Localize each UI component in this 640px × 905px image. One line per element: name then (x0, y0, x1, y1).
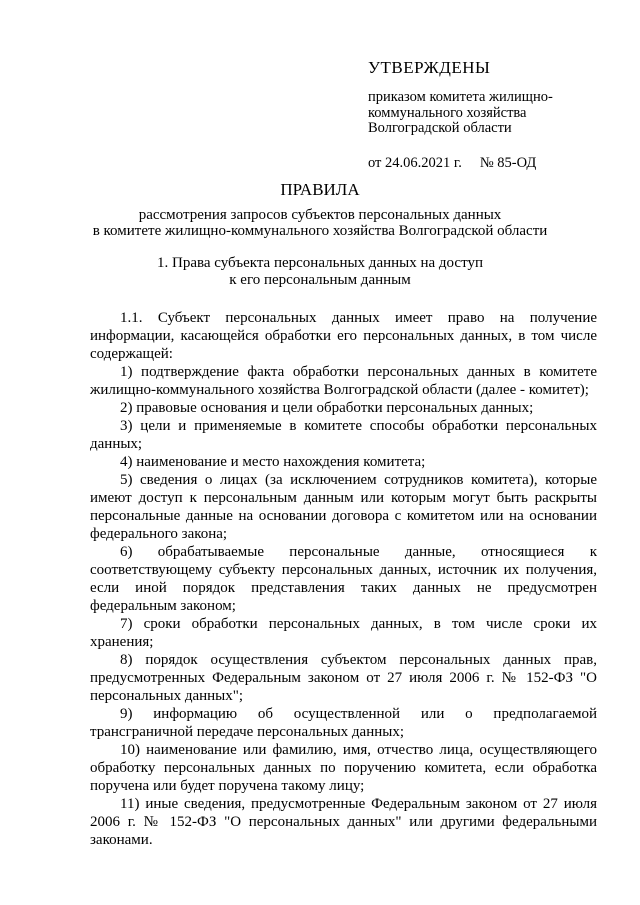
document-subtitle (60, 207, 580, 239)
paragraph: 3) цели и применяемые в комитете способы обработки персональных данных; (90, 418, 597, 452)
section-heading-line: к его персональным данным (229, 272, 411, 288)
subtitle-line: рассмотрения запросов субъектов персональных данных (138, 207, 502, 223)
paragraph: 4) наименование и место нахождения комитета; (120, 454, 426, 470)
approval-title: УТВЕРЖДЕНЫ (368, 58, 491, 77)
section-heading (60, 255, 580, 289)
paragraph: 6) обрабатываемые персональные данные, относящиеся к соответствующему субъекту персональных данных, источник их получения, если иной порядок представления таких данных не предусмотрен федеральным законом; (90, 544, 597, 614)
paragraph: 8) порядок осуществления субъектом персональных данных прав, предусмотренных Федеральным законом от 27 июля 2006 г. № 152-ФЗ "О персональных данных"; (90, 652, 597, 704)
paragraph: 1) подтверждение факта обработки персональных данных в комитете жилищно-коммунального хозяйства Волгоградской области (далее - комитет); (90, 364, 597, 398)
document-title: ПРАВИЛА (280, 180, 360, 199)
document-body (90, 309, 597, 849)
paragraph: 5) сведения о лицах (за исключением сотрудников комитета), которые имеют доступ к персональным данным или которым могут быть раскрыты персональные данные на основании договора с комитетом или на основании федерального закона; (90, 472, 597, 542)
order-number: № 85-ОД (479, 154, 537, 171)
approval-line: приказом комитета жилищно- (368, 89, 553, 105)
approval-line: коммунального хозяйства (368, 104, 527, 121)
section-heading-line: 1. Права субъекта персональных данных на доступ (157, 255, 483, 271)
paragraph: 7) сроки обработки персональных данных, в том числе сроки их хранения; (90, 616, 597, 650)
paragraph: 10) наименование или фамилию, имя, отчество лица, осуществляющего обработку персональных данных по поручению комитета, если обработка поручена или будет поручена такому лицу; (90, 742, 597, 794)
paragraph: 11) иные сведения, предусмотренные Федеральным законом от 27 июля 2006 г. № 152-ФЗ "О персональных данных" или другими федеральными законами. (90, 796, 597, 848)
approval-block (368, 58, 618, 172)
paragraph: 1.1. Субъект персональных данных имеет право на получение информации, касающейся обработки его персональных данных, в том числе содержащей: (90, 310, 597, 362)
order-date: от 24.06.2021 г. (368, 154, 462, 171)
approval-body (368, 90, 618, 137)
subtitle-line: в комитете жилищно-коммунального хозяйства Волгоградской области (92, 223, 548, 239)
approval-line: Волгоградской области (368, 120, 512, 136)
paragraph: 2) правовые основания и цели обработки персональных данных; (120, 400, 534, 416)
order-reference (368, 154, 618, 172)
paragraph: 9) информацию об осуществленной или о предполагаемой трансграничной передаче персональных данных; (90, 706, 597, 740)
